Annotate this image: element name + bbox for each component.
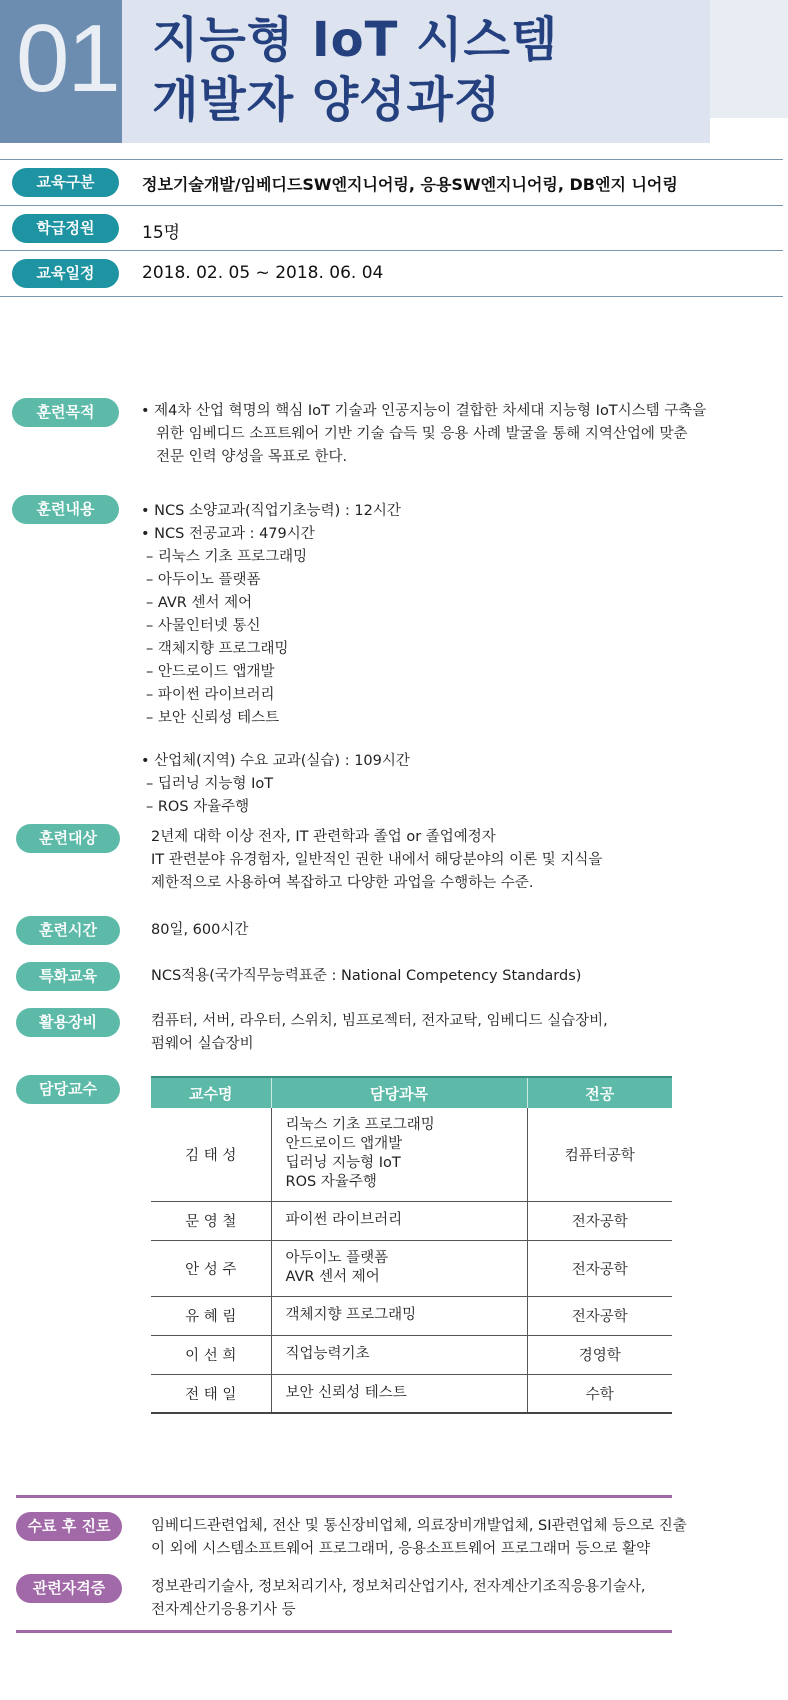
professor-courses [271, 1108, 527, 1201]
course-item: 객체지향 프로그래밍 [285, 1307, 417, 1323]
content-list-industry [141, 750, 410, 819]
content-item: • 산업체(지역) 수요 교과(실습) : 109시간 [141, 753, 410, 769]
special-value: NCS적용(국가직무능력표준 : National Competency Standards) [151, 968, 582, 984]
table-row [151, 1201, 672, 1240]
equipment-text [151, 1010, 608, 1056]
career-line: 임베디드관련업체, 전산 및 통신장비업체, 의료장비개발업체, SI관련업체 등으로 진출 [151, 1518, 687, 1534]
info-divider [0, 205, 783, 206]
professors-table [151, 1076, 672, 1414]
column-header-course: 담당과목 [271, 1077, 527, 1108]
column-header-major: 전공 [527, 1077, 672, 1108]
course-item: 리눅스 기초 프로그래밍 [285, 1117, 435, 1134]
content-subitem: – 객체지향 프로그래밍 [146, 641, 289, 657]
page-title-line-2: 개발자 양성과정 [152, 72, 502, 128]
professor-name: 안 성 주 [151, 1240, 271, 1296]
content-item: • NCS 소양교과(직업기초능력) : 12시간 [141, 503, 401, 519]
info-divider [0, 250, 783, 251]
section-divider [16, 1495, 672, 1498]
professor-name: 유 혜 림 [151, 1296, 271, 1335]
professor-courses [271, 1201, 527, 1240]
section-label-equipment: 활용장비 [16, 1008, 120, 1037]
section-divider [16, 1630, 672, 1633]
table-row [151, 1335, 672, 1374]
info-value-schedule: 2018. 02. 05 ~ 2018. 06. 04 [142, 263, 384, 283]
section-label-professors: 담당교수 [16, 1075, 120, 1104]
table-row [151, 1108, 672, 1201]
course-item: 안드로이드 앱개발 [285, 1136, 403, 1153]
section-label-special: 특화교육 [16, 962, 120, 991]
section-label-content: 훈련내용 [12, 495, 119, 524]
section-label-hours: 훈련시간 [16, 916, 120, 945]
table-row [151, 1374, 672, 1413]
info-value-category: 정보기술개발/임베디드SW엔지니어링, 응용SW엔지니어링, DB엔지 니어링 [142, 175, 678, 194]
section-label-target: 훈련대상 [16, 824, 120, 853]
career-text [151, 1515, 687, 1561]
target-text [151, 826, 602, 895]
professor-name: 전 태 일 [151, 1374, 271, 1413]
section-label-purpose: 훈련목적 [12, 398, 119, 427]
cert-line: 정보관리기술사, 정보처리기사, 정보처리산업기사, 전자계산기조직응용기술사, [151, 1579, 646, 1595]
target-line: 제한적으로 사용하여 복잡하고 다양한 과업을 수행하는 수준. [151, 875, 534, 891]
hours-value: 80일, 600시간 [151, 922, 249, 938]
section-label-certs: 관련자격증 [16, 1574, 122, 1603]
professor-major: 경영학 [527, 1335, 672, 1374]
course-item: AVR 센서 제어 [285, 1269, 380, 1285]
table-row [151, 1240, 672, 1296]
professor-major: 전자공학 [527, 1296, 672, 1335]
course-item: ROS 자율주행 [285, 1174, 377, 1191]
professor-major: 컴퓨터공학 [527, 1108, 672, 1201]
cert-line: 전자계산기응용기사 등 [151, 1602, 296, 1618]
professor-major: 전자공학 [527, 1201, 672, 1240]
table-header-row [151, 1077, 672, 1108]
content-subitem: – 딥러닝 지능형 IoT [146, 776, 274, 792]
target-line: 2년제 대학 이상 전자, IT 관련학과 졸업 or 졸업예정자 [151, 829, 496, 845]
target-line: IT 관련분야 유경험자, 일반적인 권한 내에서 해당분야의 이론 및 지식을 [151, 852, 603, 868]
content-list-ncs [141, 500, 401, 730]
section-label-career: 수료 후 진로 [16, 1512, 122, 1541]
career-line: 이 외에 시스템소프트웨어 프로그래머, 응용소프트웨어 프로그래머 등으로 활약 [151, 1541, 651, 1557]
info-divider [0, 159, 783, 160]
content-subitem: – ROS 자율주행 [146, 799, 250, 815]
purpose-line: 위한 임베디드 소프트웨어 기반 기술 습득 및 응용 사례 발굴을 통해 지역산업에 맞춘 [156, 426, 688, 442]
page-title [152, 10, 558, 130]
professor-major: 전자공학 [527, 1240, 672, 1296]
professor-name: 문 영 철 [151, 1201, 271, 1240]
course-item: 보안 신뢰성 테스트 [285, 1384, 407, 1401]
course-item: 딥러닝 지능형 IoT [285, 1155, 401, 1172]
content-subitem: – 리눅스 기초 프로그래밍 [146, 549, 308, 565]
content-subitem: – 사물인터넷 통신 [146, 618, 261, 634]
professor-courses [271, 1374, 527, 1413]
content-subitem: – 아두이노 플랫폼 [146, 572, 261, 588]
equipment-line: 펌웨어 실습장비 [151, 1036, 254, 1052]
content-item: • NCS 전공교과 : 479시간 [141, 526, 315, 542]
professor-major: 수학 [527, 1374, 672, 1413]
info-divider [0, 296, 783, 297]
course-item: 직업능력기초 [285, 1346, 370, 1362]
purpose-text [141, 400, 706, 469]
content-subitem: – 안드로이드 앱개발 [146, 664, 275, 680]
professor-courses [271, 1240, 527, 1296]
professor-name: 이 선 희 [151, 1335, 271, 1374]
course-number-box [0, 0, 122, 143]
professor-name: 김 태 성 [151, 1108, 271, 1201]
purpose-line: 전문 인력 양성을 목표로 한다. [156, 449, 348, 465]
course-item: 아두이노 플랫폼 [285, 1250, 389, 1266]
professor-courses [271, 1296, 527, 1335]
professor-courses [271, 1335, 527, 1374]
info-value-capacity: 15명 [142, 223, 181, 243]
info-label-category: 교육구분 [12, 168, 119, 197]
column-header-name: 교수명 [151, 1077, 271, 1108]
content-subitem: – 파이썬 라이브러리 [146, 687, 275, 703]
certs-text [151, 1576, 646, 1622]
equipment-line: 컴퓨터, 서버, 라우터, 스위치, 빔프로젝터, 전자교탁, 임베디드 실습장비, [151, 1013, 608, 1029]
purpose-line: • 제4차 산업 혁명의 핵심 IoT 기술과 인공지능이 결합한 차세대 지능형 IoT시스템 구축을 [141, 403, 707, 419]
page-title-line-1: 지능형 IoT 시스템 [152, 12, 559, 68]
table-row [151, 1296, 672, 1335]
info-label-schedule: 교육일정 [12, 259, 119, 288]
content-subitem: – 보안 신뢰성 테스트 [146, 710, 280, 726]
content-subitem: – AVR 센서 제어 [146, 595, 253, 611]
course-item: 파이썬 라이브러리 [285, 1212, 403, 1228]
course-number: 01 [16, 5, 119, 112]
info-label-capacity: 학급정원 [12, 214, 119, 243]
